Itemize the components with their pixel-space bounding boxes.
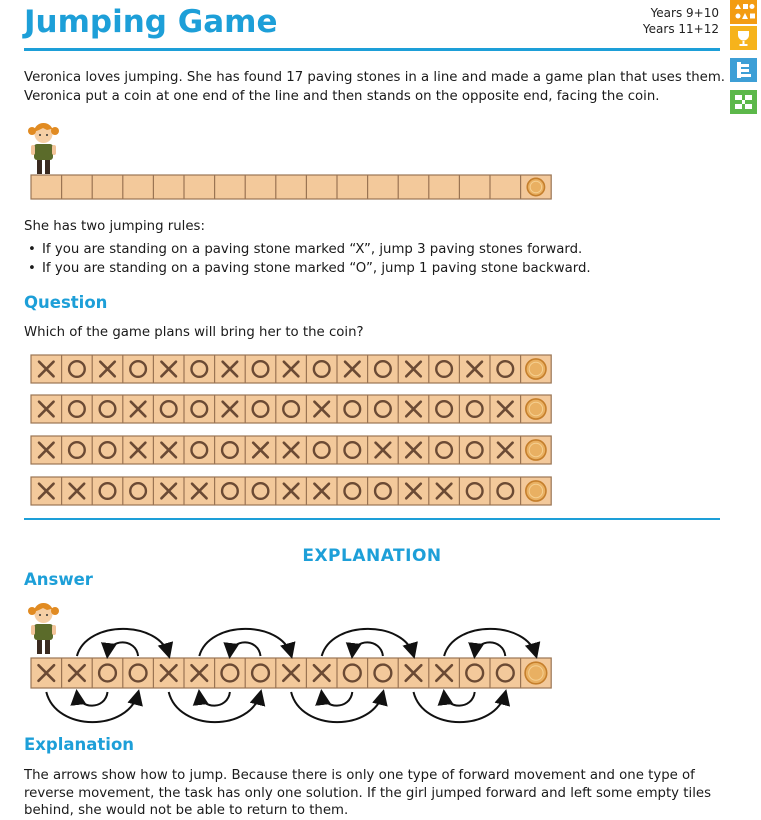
page-title: Jumping Game	[24, 4, 278, 40]
jump-arrow	[414, 692, 506, 722]
question-text: Which of the game plans will bring her to the coin?	[24, 325, 364, 340]
rule-o: • If you are standing on a paving stone marked “O”, jump 1 paving stone backward.	[24, 259, 591, 278]
answer-stone-strip	[31, 658, 551, 688]
girl-icon	[28, 603, 59, 654]
rule-x: • If you are standing on a paving stone marked “X”, jump 3 paving stones forward.	[24, 240, 591, 259]
jump-arrow	[46, 692, 138, 722]
jump-arrow	[291, 692, 383, 722]
jump-arrow	[199, 692, 230, 706]
explanation-text: The arrows show how to jump. Because there is only one type of forward movement and one type of reverse movement, the task has only one solution. If the girl jumped forward and left some empty tiles behind, she would not be able to return to them.	[24, 768, 711, 818]
years-11-12: Years 11+12	[642, 22, 719, 36]
jump-arrow	[108, 642, 139, 656]
jump-arrow	[322, 692, 353, 706]
explanation-title: EXPLANATION	[302, 546, 442, 566]
answer-heading: Answer	[24, 570, 93, 589]
rules-intro: She has two jumping rules:	[24, 219, 205, 234]
jump-arrow	[230, 642, 261, 656]
jump-arrow	[475, 642, 506, 656]
years-9-10: Years 9+10	[650, 6, 719, 20]
jump-arrow	[444, 692, 475, 706]
jump-arrow	[352, 642, 383, 656]
explanation-heading: Explanation	[24, 735, 135, 754]
jump-arrow	[169, 692, 261, 722]
question-heading: Question	[24, 293, 108, 312]
intro-text: Veronica loves jumping. She has found 17 paving stones in a line and made a game plan that uses them. Veronica put a coin at one end of the line and then stands on the opposite end, facing the coin.	[24, 70, 726, 104]
jump-arrow	[77, 692, 108, 706]
